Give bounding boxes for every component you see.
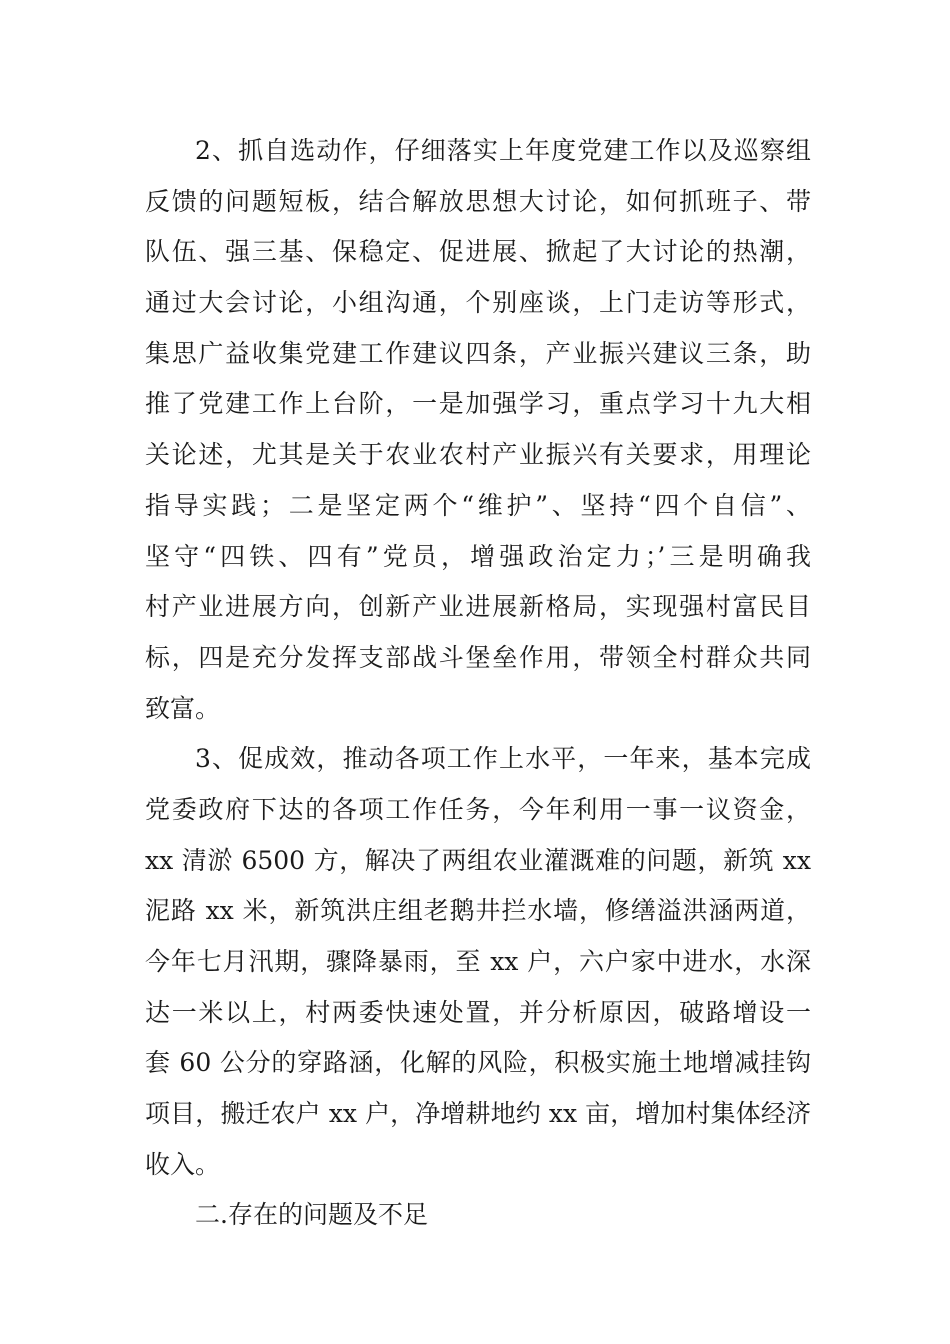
- paragraph-item-2: [145, 126, 811, 734]
- paragraph-line: 党委政府下达的各项工作任务，今年利用一事一议资金，: [145, 794, 811, 824]
- section-heading: 二.存在的问题及不足: [195, 1200, 428, 1230]
- paragraph-line: 项目，搬迁农户 xx 户，净增耕地约 xx 亩，增加村集体经济: [145, 1099, 811, 1129]
- paragraph-line: 通过大会讨论，小组沟通，个别座谈，上门走访等形式，: [145, 288, 811, 318]
- paragraph-line: 反馈的问题短板，结合解放思想大讨论，如何抓班子、带: [145, 186, 811, 216]
- paragraph-line: 队伍、强三基、保稳定、促进展、掀起了大讨论的热潮，: [145, 237, 811, 267]
- paragraph-line: 关论述，尤其是关于农业农村产业振兴有关要求，用理论: [145, 440, 811, 470]
- paragraph-line: 推了党建工作上台阶，一是加强学习，重点学习十九大相: [145, 389, 811, 419]
- paragraph-line: 致富。: [145, 693, 221, 723]
- paragraph-line: 3、促成效，推动各项工作上水平，一年来，基本完成: [195, 744, 811, 774]
- document-body: [145, 126, 811, 1241]
- paragraph-line: 今年七月汛期，骤降暴雨，至 xx 户，六户家中进水，水深: [145, 947, 811, 976]
- paragraph-line: 2、抓自选动作，仔细落实上年度党建工作以及巡察组: [195, 136, 811, 165]
- paragraph-line: 标，四是充分发挥支部战斗堡垒作用，带领全村群众共同: [145, 642, 811, 672]
- paragraph-line: 达一米以上，村两委快速处置，并分析原因，破路增设一: [145, 997, 811, 1027]
- paragraph-line: 指导实践；二是坚定两个“维护”、坚持“四个自信”、: [145, 490, 811, 520]
- paragraph-line: 收入。: [145, 1149, 221, 1179]
- paragraph-line: 套 60 公分的穿路涵，化解的风险，积极实施土地增减挂钩: [145, 1048, 811, 1078]
- paragraph-line: 泥路 xx 米，新筑洪庄组老鹅井拦水墙，修缮溢洪涵两道，: [145, 896, 811, 926]
- paragraph-item-3: [145, 734, 811, 1190]
- paragraph-line: 坚守“四铁、四有”党员，增强政治定力；’三是明确我: [145, 541, 811, 571]
- paragraph-line: xx 清淤 6500 方，解决了两组农业灌溉难的问题，新筑 xx: [145, 845, 811, 875]
- paragraph-line: 集思广益收集党建工作建议四条，产业振兴建议三条，助: [145, 338, 811, 368]
- paragraph-line: 村产业进展方向，创新产业进展新格局，实现强村富民目: [145, 592, 811, 622]
